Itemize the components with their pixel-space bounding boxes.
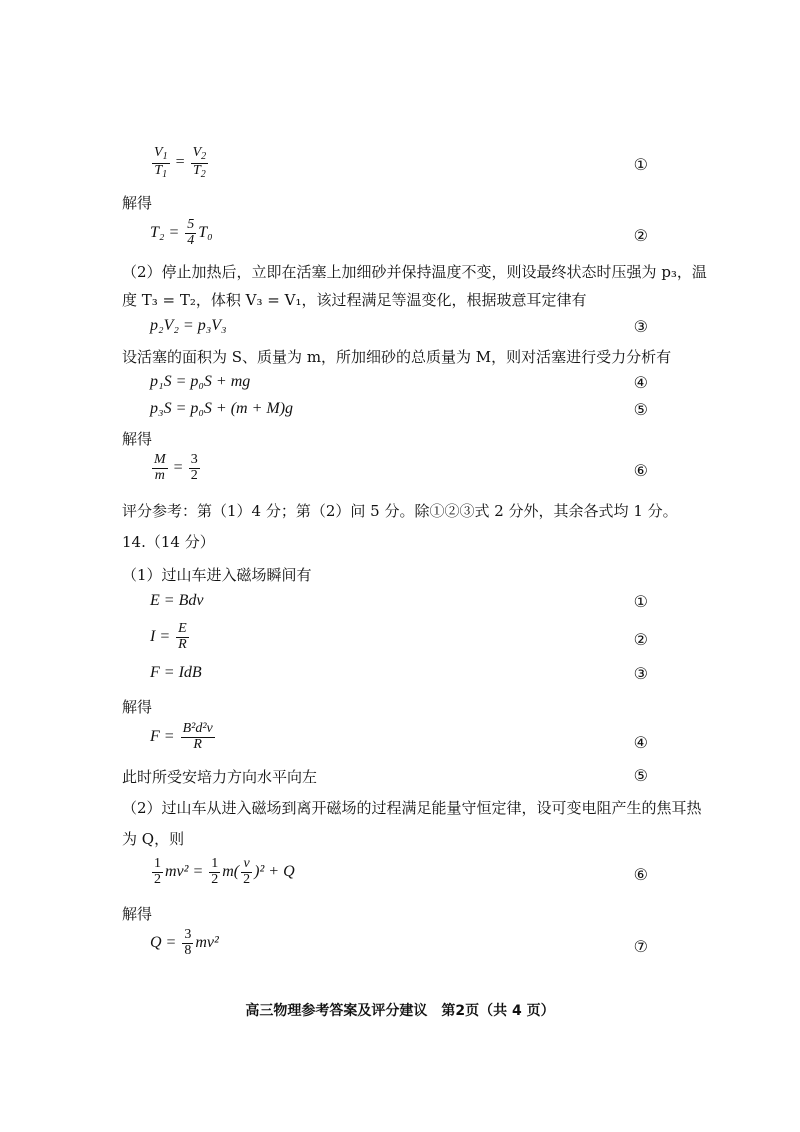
jiede-label: 解得	[122, 194, 153, 212]
eq-number-3: ③	[633, 664, 648, 683]
eq-number-2: ②	[633, 226, 648, 245]
equation-boyle: p₂V₂ = p₃V₃	[150, 317, 227, 334]
eq-number-4: ④	[633, 733, 648, 752]
jiede-label: 解得	[122, 698, 153, 716]
equation-emf: E = Bdv	[150, 592, 204, 609]
eq-number-3: ③	[633, 317, 648, 336]
equation-ampere-force: F = IdB	[150, 664, 202, 681]
q14-part2-line2: 为 Q，则	[122, 830, 185, 848]
eq-number-7: ⑦	[633, 937, 648, 956]
question-14-heading: 14.（14 分）	[122, 533, 215, 551]
equation-mass-ratio: $\frac{M}{m}$ = $\frac{3}{2}$	[154, 452, 198, 483]
equation-force-result: F = $\frac{\text{B²d²v}}{R}$	[150, 721, 213, 752]
equation-current: I = $\frac{E}{R}$	[150, 621, 187, 652]
eq-number-6: ⑥	[633, 865, 648, 884]
equation-force-2: p₃S = p₀S + (m + M)g	[150, 400, 294, 417]
page-footer: 高三物理参考答案及评分建议 第2页（共 4 页）	[245, 1003, 555, 1019]
paragraph-part2-line1: （2）停止加热后，立即在活塞上加细砂并保持温度不变，则设最终状态时压强为 p₃，温	[122, 263, 707, 281]
eq-number-1: ①	[633, 592, 648, 611]
eq-number-4: ④	[633, 373, 648, 392]
equation-force-1: p₁S = p₀S + mg	[150, 373, 251, 390]
scoring-note: 评分参考：第（1）4 分；第（2）问 5 分。除①②③式 2 分外，其余各式均 1 分。	[122, 502, 678, 520]
equation-heat: Q = $\frac{3}{8}$ mv²	[150, 927, 219, 958]
equation-charles: $\frac{V_1}{T_1}$ = $\frac{V_2}{T_2}$	[154, 145, 207, 180]
paragraph-area: 设活塞的面积为 S、质量为 m，所加细砂的总质量为 M，则对活塞进行受力分析有	[122, 348, 672, 366]
equation-energy: $\frac{1}{2}$ mv² = $\frac{1}{2}$ m( $\frac{v}{2}$ )² + Q	[154, 856, 295, 887]
jiede-label: 解得	[122, 430, 153, 448]
equation-t2: T₂ = $\frac{5}{4}$ T₀	[150, 217, 213, 248]
force-direction: 此时所受安培力方向水平向左	[122, 768, 318, 786]
q14-part1-intro: （1）过山车进入磁场瞬间有	[122, 566, 312, 584]
q14-part2-line1: （2）过山车从进入磁场到离开磁场的过程满足能量守恒定律，设可变电阻产生的焦耳热	[122, 799, 702, 817]
eq-number-6: ⑥	[633, 461, 648, 480]
jiede-label: 解得	[122, 905, 153, 923]
eq-number-2: ②	[633, 630, 648, 649]
eq-number-1: ①	[633, 155, 648, 174]
eq-number-5: ⑤	[633, 766, 648, 785]
eq-number-5: ⑤	[633, 400, 648, 419]
paragraph-part2-line2: 度 T₃ = T₂，体积 V₃ = V₁，该过程满足等温变化，根据玻意耳定律有	[122, 291, 587, 309]
